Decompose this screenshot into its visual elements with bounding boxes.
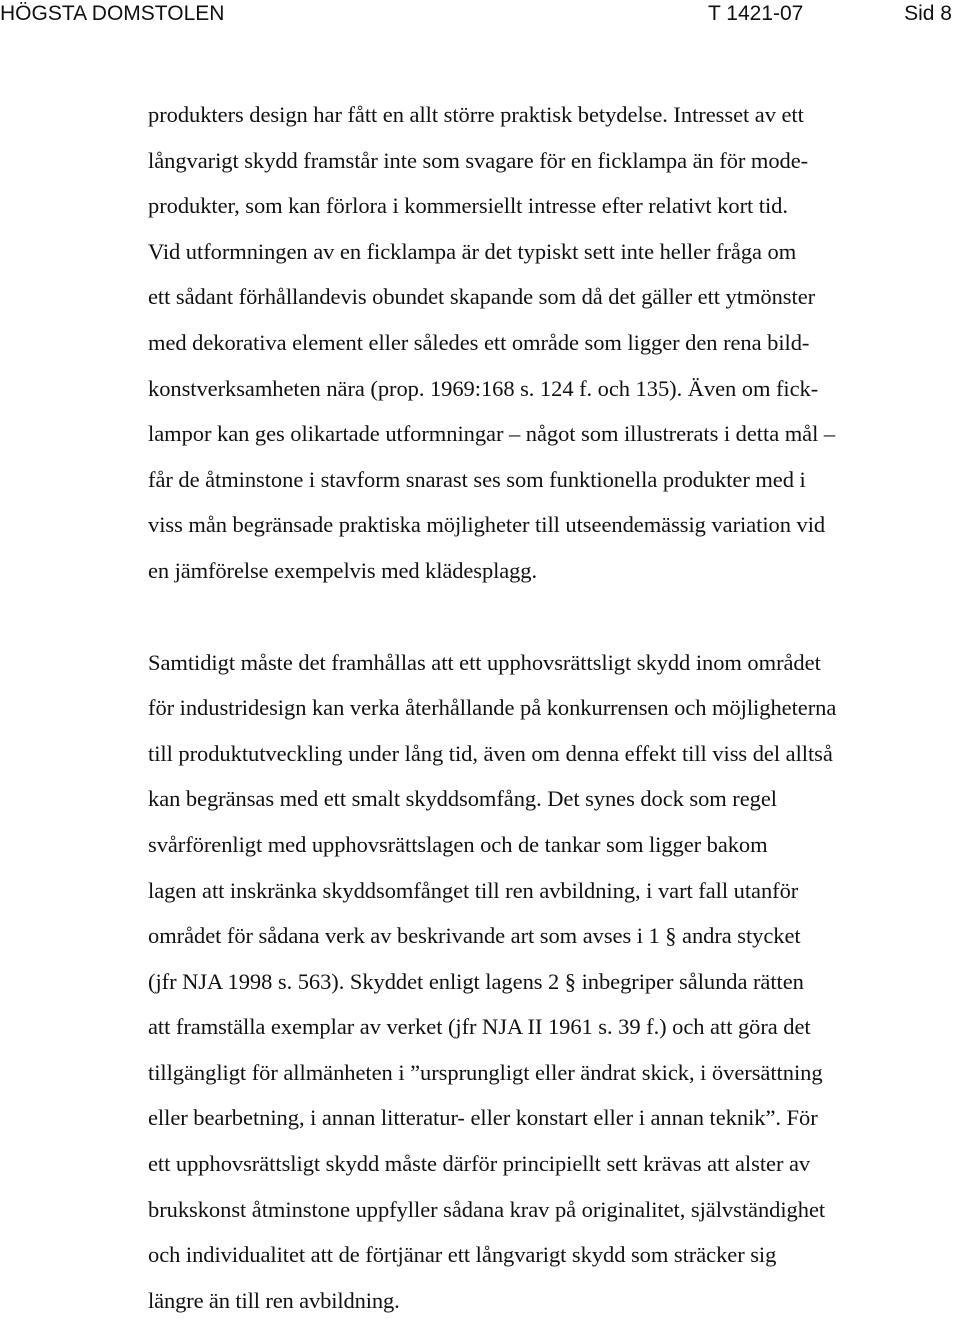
text-line: med dekorativa element eller således ett område som ligger den rena bild-	[148, 329, 810, 355]
document-body	[148, 92, 960, 1323]
text-line: att framställa exemplar av verket (jfr NJA II 1961 s. 39 f.) och att göra det	[148, 1014, 811, 1040]
text-line: Vid utformningen av en ficklampa är det typiskt sett inte heller fråga om	[148, 238, 797, 264]
paragraph-spacer	[148, 594, 960, 640]
text-line: ett sådant förhållandevis obundet skapande som då det gäller ett ytmönster	[148, 284, 816, 310]
case-number: T 1421-07	[708, 2, 804, 25]
text-line: för industridesign kan verka återhållande på konkurrensen och möjligheterna	[148, 695, 837, 721]
text-line: eller bearbetning, i annan litteratur- eller konstart eller i annan teknik”. För	[148, 1105, 818, 1131]
text-line: tillgängligt för allmänheten i ”ursprungligt eller ändrat skick, i översättning	[148, 1059, 823, 1085]
text-line: viss mån begränsade praktiska möjligheter till utseendemässig variation vid	[148, 512, 826, 538]
text-line: konstverksamheten nära (prop. 1969:168 s. 124 f. och 135). Även om fick-	[148, 375, 819, 401]
text-line: svårförenligt med upphovsrättslagen och de tankar som ligger bakom	[148, 831, 768, 857]
text-line: långvarigt skydd framstår inte som svagare för en ficklampa än för mode-	[148, 147, 809, 173]
text-line: till produktutveckling under lång tid, även om denna effekt till viss del alltså	[148, 740, 833, 766]
text-line: ett upphovsrättsligt skydd måste därför principiellt sett krävas att alster av	[148, 1151, 811, 1177]
text-line: kan begränsas med ett smalt skyddsomfång. Det synes dock som regel	[148, 786, 777, 812]
paragraph	[148, 640, 960, 1323]
text-line: Samtidigt måste det framhållas att ett upphovsrättsligt skydd inom området	[148, 649, 821, 675]
text-line: området för sådana verk av beskrivande art som avses i 1 § andra stycket	[148, 923, 801, 949]
text-line: en jämförelse exempelvis med klädesplagg.	[148, 557, 537, 583]
text-line: längre än till ren avbildning.	[148, 1287, 400, 1313]
text-line: får de åtminstone i stavform snarast ses som funktionella produkter med i	[148, 466, 806, 492]
text-line: (jfr NJA 1998 s. 563). Skyddet enligt lagens 2 § inbegriper sålunda rätten	[148, 968, 804, 994]
court-name: HÖGSTA DOMSTOLEN	[0, 2, 225, 25]
paragraph	[148, 92, 960, 594]
text-line: produkter, som kan förlora i kommersiellt intresse efter relativt kort tid.	[148, 193, 788, 219]
page-number: Sid 8	[904, 2, 952, 25]
text-line: lagen att inskränka skyddsomfånget till ren avbildning, i vart fall utanför	[148, 877, 799, 903]
text-line: och individualitet att de förtjänar ett långvarigt skydd som sträcker sig	[148, 1242, 777, 1268]
text-line: brukskonst åtminstone uppfyller sådana krav på originalitet, självständighet	[148, 1196, 826, 1222]
text-line: lampor kan ges olikartade utformningar – något som illustrerats i detta mål –	[148, 421, 836, 447]
text-line: produkters design har fått en allt större praktisk betydelse. Intresset av ett	[148, 102, 804, 127]
page-header	[0, 0, 960, 30]
